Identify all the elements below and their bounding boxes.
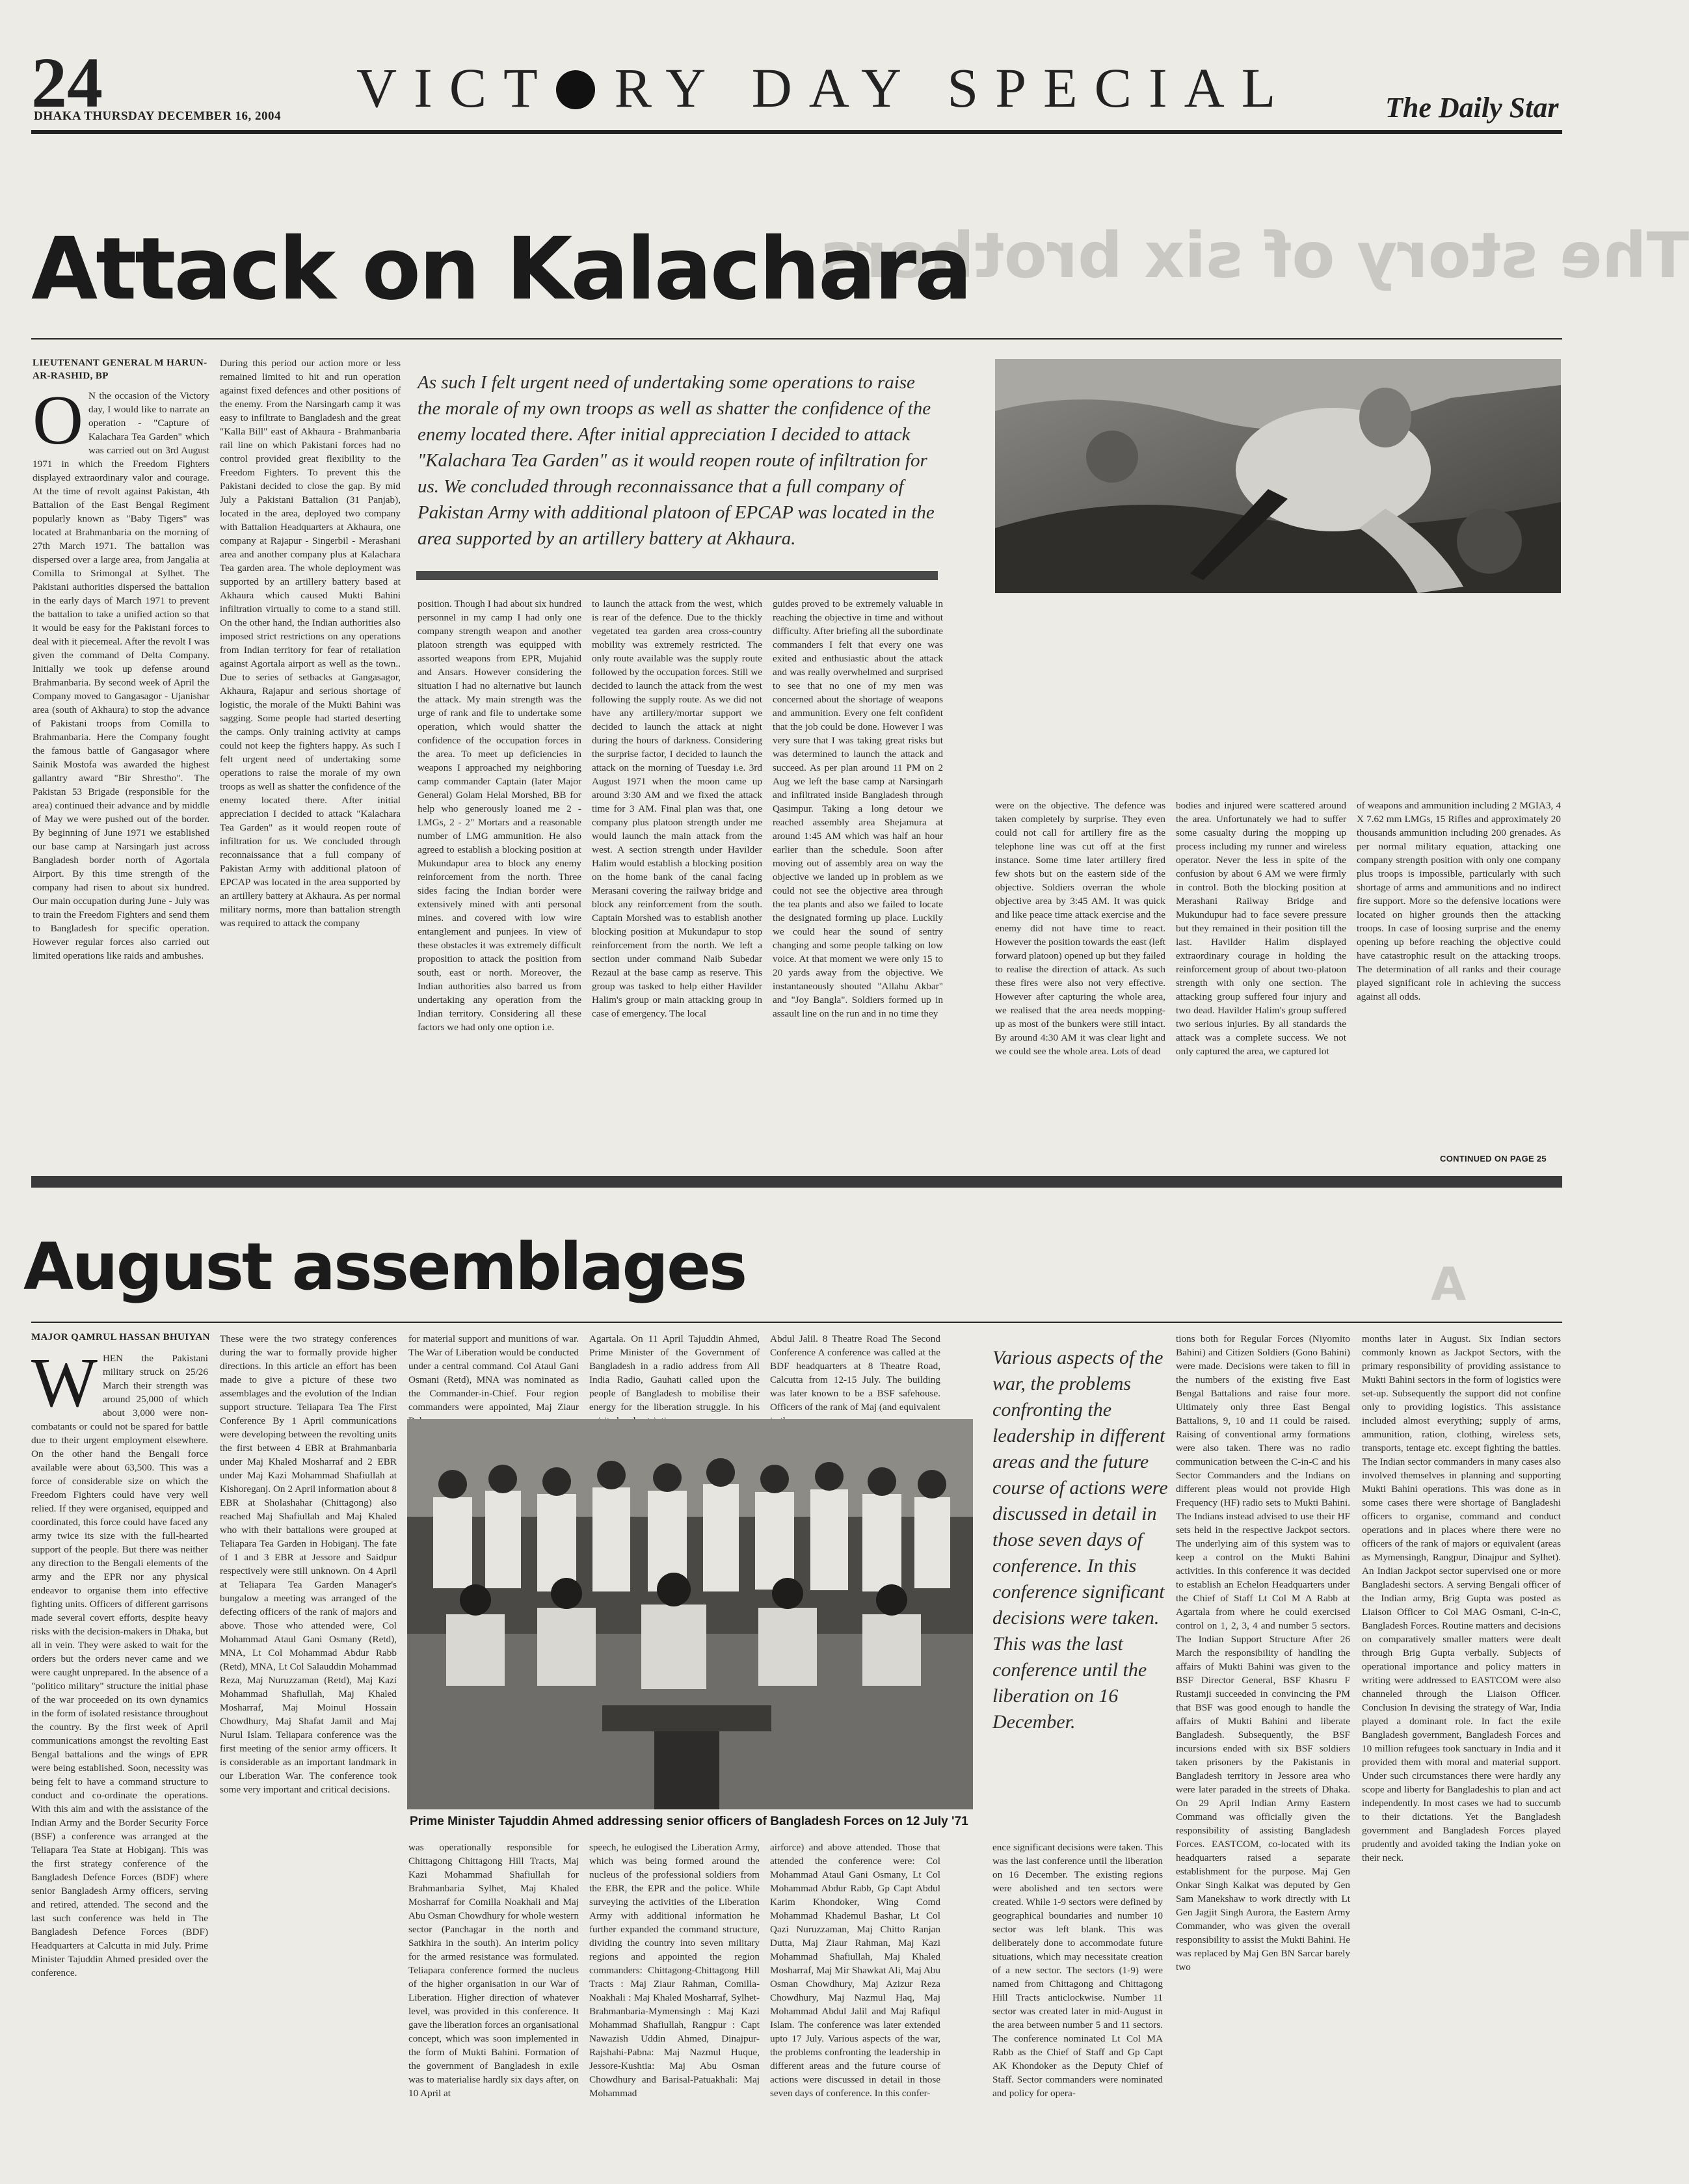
story2-column-3-bottom <box>408 1841 579 2172</box>
banner-dot-icon <box>556 70 595 109</box>
story2-column-text: Agartala. On 11 April Tajuddin Ahmed, Prime Minister of the Government of Bangladesh in a radio address from All India Radio, Gauhati called upon the people of Bangladesh to mobilise their energy for the liberation struggle. In his <box>589 1333 760 1413</box>
story1-column-text: to launch the attack from the west, which is rear of the defence. Due to the thickly vegetated tea garden area cross-country mobility was extremely restricted. The only route available was the supply route followed by the occupation forces. Still we decided to launch the attack from the west following the supply route. As we did not have any artillery/mortar support we decided to launch the attack at night during the hours of darkness. Considering the surprise factor, I decided to launch the attack on the morning of Tuesday i.e. 3rd August 1971 when the moon came up around 3:30 AM and we fixed the attack time for 3 AM. Final plan was that, one company plus platoon strength under me would launch the main attack from the west. A section strength under Havilder Halim would establish a blocking position on the home bank of the canal facing Merasani covering the railway bridge and block any reinforcement from the south. Captain Morshed was to establish another blocking position at Mukundapur to stop reinforcement from the north. We left a section under command Naib Subedar Rezaul at the base camp as reserve. This group was tasked to help either Havilder Halim's group or main attacking group in case of emergency. The local <box>592 598 762 1019</box>
story1-column-5 <box>773 597 943 1164</box>
story2-drop-cap: W <box>31 1344 98 1422</box>
soldier-trench-photo <box>995 359 1561 593</box>
page-number: 24 <box>31 43 103 122</box>
masthead-rule <box>31 130 1562 134</box>
story1-pull-quote: As such I felt urgent need of undertaking some operations to raise the morale of my own troops as well as shatter the confidence of the enemy located there. After initial appreciation I decided to attack "Kalachara Tea Garden" as it would reopen route of infiltration for us. We concluded through reconnaissance that a full company of Pakistan Army with additional platoon of EPCAP was located in the area supported by an artillery battery at Akhaura. <box>418 372 935 549</box>
story1-column-text: guides proved to be extremely valuable in reaching the objective in time and without difficulty. After briefing all the subordinate commanders I felt that every one was exited and enthusiastic about the attack and was really overwhelmed and surprised to see that no one of my men was concerned about the shortage of weapons and ammunition. Every one felt confident that the job could be done. However I was very sure that I was taking great risks but was determined to launch the attack and succeed. As per plan around 11 PM on 2 Aug we left the base camp at Narsingarh and infiltrated inside Bangladesh through Qasimpur. Taking a long detour we reached assembly area Shejamura at around 1:45 AM which was half an hour earlier than the schedule. Soon after moving out of assembly area on way the objective we landed up in problem as we could not see the objective area through the tea plants and also we failed to locate the designated forming up place. Luckily we could hear the sound of sentry changing and some people talking on low voice. At that moment we were only 15 to 20 yards away from the objective. We instantaneously shouted "Allahu Akbar" and "Joy Bangla". Soldiers formed up in assault line on the run and in no time they <box>773 598 943 1019</box>
story1-column-text: of weapons and ammunition including 2 MGIA3, 4 X 7.62 mm LMGs, 15 Rifles and approximately 20 thousands ammunition including 200 grenades. As per normal military equation, attacking one company strength position with only one company plus troops is impossible, particularly with such shortage of arms and ammunitions and no indirect fire support. More so the defensive locations were located on higher grounds then the attacking troops. In case of loosing surprise and the enemy opening up before reaching the objective could have catastrophic result on the attacking troops. The determination of all ranks and their courage played significant role in achieving the success against all odds. <box>1357 800 1561 1002</box>
dateline: DHAKA THURSDAY DECEMBER 16, 2004 <box>34 109 282 123</box>
story2-column-7 <box>1176 1332 1350 2172</box>
section-banner <box>356 57 1293 119</box>
story1-column-7 <box>1176 799 1346 1164</box>
story1-column-text: were on the objective. The defence was taken completely by surprise. They even could not call for artillery fire as the telephone line was cut off at the first instance. Some time later artillery fired few shots but on the eastern side of the objective. Soldiers overran the whole objective area by 3:45 AM. It was quick and like peace time attack exercise and the enemy did not have time to react. However the position towards the east (left forward platoon) opened up but they failed to realise the direction of attack. As such these fires were also not very effective. However after capturing the whole area, we realised that the area needs mopping-up as most of the bunkers were still intact. By around 4:30 AM it was clear light and we could see the whole area. Lots of dead <box>995 800 1165 1057</box>
story2-column-text: speech, he eulogised the Liberation Army, which was being formed around the nucleus of the professional soldiers from the EBR, the EPR and the police. While surveying the activities of the Liberation Army with additional information he further expanded the command structure, dividing the country into seven military regions and appointed the region commanders: Chittagong-Chittagong Hill Tracts : Maj Ziaur Rahman, Comilla-Noakhali : Maj Khaled Mosharraf, Sylhet-Brahmanbaria-Mymensingh : Maj Kazi Mohammad Shafiullah, Rangpur : Capt Nawazish Uddin Ahmed, Dinajpur-Rajshahi-Pabna: Maj Nazmul Huque, Jessore-Kushtia: Maj Abu Osman Chowdhury and Barisal-Patuakhali: Maj Mohammad <box>589 1842 760 2099</box>
newspaper-logo: The Daily Star <box>1385 92 1559 124</box>
story1-column-6 <box>995 799 1165 1164</box>
story1-column-8 <box>1357 799 1561 1151</box>
story1-column-4 <box>592 597 762 1164</box>
story1-column-3 <box>418 597 581 1164</box>
story2-column-text: HEN the Pakistani military struck on 25/26 March their strength was around 25,000 of which about 3,000 were non-combatants or could not be spared for battle due to their urgent employment elsewhere. On the other hand the Bengali force available were about 63,500. This was a force of considerable size on which the Freedom Fighters could have very well relied. If they were organised, equipped and coordinated, this force could have faced any army twice its size with the full-hearted support of the people. But there was neither any direction to the Bengali elements of the army and the EPR nor any physical endeavor to organise them into effective fighting units. Officers of different garrisons made several covert efforts, despite heavy risks with the decision-makers in Dhaka, but all in vein. They were asked to wait for the orders but the orders never came and we were caught unprepared. In the absence of a "politico military" structure the initial phase of the war proceeded on its own dynamics in the form of isolated resistance throughout the country. By the first week of April communications amongst the revolting East Bengal battalions and the wings of EPR were being established. Soon, necessity was being felt to have a command structure to conduct and co-ordinate the operations. With this aim and with the assistance of the Indian Army and the Border Security Force (BSF) a conference was arranged at the Teliapara Tea State at Hobiganj. This was the first strategy conference of the Bangladesh Defence Forces (BDF) where senior Bangladesh Army officers, serving and retired, attended. The second and the last such conference was held in The Bangladesh Defence Forces (BDF) Headquarters at Calcutta in mid July. Prime Minister Tajuddin Ahmed presided over the conference. <box>31 1353 208 1978</box>
story1-drop-cap: O <box>33 382 83 459</box>
photo-caption: Prime Minister Tajuddin Ahmed addressing senior officers of Bangladesh Forces on 12 July '71 <box>410 1815 968 1828</box>
story-divider-rule <box>31 1176 1562 1188</box>
story1-pull-quote-rule <box>416 571 938 580</box>
show-through-letter: A <box>1431 1258 1467 1311</box>
story1-column-text: During this period our action more or less remained limited to hit and run operation against fixed defences and other positions of the enemy. From the Narsingarh camp it was easy to infiltrate to Bangladesh and the great "Kalla Bill" east of Akhaura - Brahmanbaria rail line on which Pakistani forces had no control provided great flexibility to the Freedom Fighters. To prevent this the Pakistani decided to close the gap. By mid July a Pakistani Battalion (31 Panjab), located in the area, deployed two company with Battalion Headquarters at Akhaura, one company at Rajapur - Singerbil - Merashani area and another company plus at Kalachara Tea garden area. The whole deployment was supported by an artillery battery based at Akhaura which caused Mukti Bahini infiltration virtually to come to a stand still. On the other hand, the Indian authorities also imposed strict restrictions on any operations from Indian territory for fear of retaliation against Agortala airport as well as the town.. Due to series of setbacks at Gangasagor, Akhaura, Rajapur and serious shortage of logistic, the morale of the Mukti Bahini was sagging. Some people had started deserting the camps. Only training activity at camps could not keep the fighters happy. As such I felt urgent need of undertaking some operations to raise the morale of my own troops as well as shatter the confidence of the enemy located there. After initial appreciation I decided to attack "Kalachara Tea Garden" as it would reopen route of infiltration for us. We concluded through reconnaissance that a full company of Pakistan Army with additional platoon of EPCAP was located in the area supported by an artillery battery at Akhaura. As per normal military norms, more than battalion strength was required to attack the company <box>220 358 401 929</box>
story2-column-6 <box>992 1841 1163 2172</box>
show-through-headline: The story of six brothers <box>819 219 1689 292</box>
story2-column-5-top <box>770 1332 940 1414</box>
story1-column-1 <box>33 382 209 1164</box>
story2-column-text: airforce) and above attended. Those that attended the conference were: Col Mohammad Ataul Gani Osmany, Lt Col Mohammad Abdur Rabb, Gp Capt Abdul Karim Khondoker, Wing Comd Mohammad Khademul Bashar, Lt Col Qazi Nuruzzaman, Maj Chitto Ranjan Dutta, Maj Ziaur Rahman, Maj Kazi Mohammad Shafiullah, Maj Khaled Mosharraf, Maj Mir Shawkat Ali, Maj Abu Osman Chowdhury, Maj Azizur Reza Chowdhury, Maj Nazmul Haq, Maj Mohammad Abdul Jalil and Maj Rafiqul Islam. The conference was later extended upto 17 July. Various aspects of the war, the problems confronting the leadership in different areas and the future course of actions were discussed in detail in those seven days of conference. In this confer- <box>770 1842 940 2099</box>
story2-byline: MAJOR QAMRUL HASSAN BHUIYAN <box>31 1332 210 1342</box>
story2-column-5-bottom <box>770 1841 940 2172</box>
story2-column-text: ence significant decisions were taken. This was the last conference until the liberation on 16 December. The existing regions were abolished and ten sectors were created. While 1-9 sectors were defined by geographical boundaries and number 10 sector was left blank. This was deliberately done to accommodate future situations, which may necessitate creation of a new sector. The sectors (1-9) were named from Chittagong and Chittagong Hill Tracts anticlockwise. Number 11 sector was created later in mid-August in the area between number 5 and 11 sectors. The conference nominated Lt Col MA Rabb as the Chief of Staff and Gp Capt AK Khondoker as the Deputy Chief of Staff. Sector commanders were nominated and policy for opera- <box>992 1842 1163 2099</box>
story2-column-text: was operationally responsible for Chittagong Chittagong Hill Tracts, Maj Kazi Mohammad Shafiullah for Brahmanbaria Sylhet, Maj Khaled Mosharraf for Comilla Noakhali and Maj Abu Osman Chowdhury for whole western sector (Panchagar in the north and Satkhira in the south). An interim policy for the armed resistance was formulated. Teliapara conference formed the nucleus of the higher organisation in our War of Liberation. Higher direction of whatever level, was provided in this conference. It gave the liberation forces an organisational concept, which was soon implemented in the form of Mukti Bahini. Formation of the government of Bangladesh in exile was to materialise hardly six days after, on 10 April at <box>408 1842 579 2099</box>
officers-meeting-photo <box>407 1419 973 1809</box>
story2-column-2 <box>220 1332 397 2172</box>
story2-column-4-bottom <box>589 1841 760 2172</box>
story2-column-text: months later in August. Six Indian sectors commonly known as Jackpot Sectors, with the primary responsibility of providing assistance to Mukti Bahini sectors in the form of logistics were set-up. Subsequently the support did not confine only to providing logistics. This assistance included almost everything; supply of arms, ammunition, ration, clothing, wireless sets, transports, tentage etc. except fighting the battles. The Indian sector commanders in many cases also involved themselves in planning and supporting Mukti Bahini operations. This was done as in some cases there were shortage of Bangladeshi officers to organise, command and conduct operations and in places where there were no officers of the rank of majors or equivalent (areas as Mymensingh, Rangpur, Dinajpur and Sylhet). An Indian Jackpot sector supervised one or more Bangladeshi sectors. A serving Bengali officer of the Indian army, Brig Gupta was posted as Liaison Officer to Col MAG Osmani, C-in-C, Bangladesh Forces. Routine matters and decisions on comparatively smaller matters were dealt through Brig Gupta verbally. Subjects of operational importance and policy matters in writing were addressed to EASTCOM were also channeled through the Liaison Officer. Conclusion In devising the strategy of War, India played a dominant role. In fact the exile Bangladesh government, Bangladesh Forces and 10 million refugees took sanctuary in India and it provided them with moral and material support. Under such circumstances there were hardly any scope and liberty for Bangladeshis to plan and act independently. In most cases we had to succumb to their dictations. Yet the Bangladesh government and Bangladesh Forces played prudently and avoided taking the Indian yoke on their neck. <box>1362 1333 1561 1863</box>
story1-column-text: N the occasion of the Victory day, I would like to narrate an operation - "Capture of Kalachara Tea Garden" which was carried out on 3rd August 1971 in which the Freedom Fighters displayed extraordinary valor and courage. At the time of revolt against Pakistan, 4th Battalion of the East Bengal Regiment popularly known as "Baby Tigers" was located at Brahmanbaria on the morning of 27th March 1971. The battalion was dispersed over a large area, from Jangalia at Comilla to Srimongal at Sylhet. The Pakistani authorities dispersed the battalion in the early days of March 1971 to prevent the battalion to take a unified action so that it would be easy for the Pakistani forces to deal with it piecemeal. After the revolt I was given the command of Delta Company. Initially we took up defense around Brahmanbaria. By second week of April the Company moved to Gangasagor - Ujanishar area (south of Akhaura) to stop the advance of Pakistani troops from Comilla to Brahmanbaria. Here the Company fought the famous battle of Gangasagor where Sainik Mostofa was awarded the highest gallantry award "Bir Shrestho". The Pakistan 53 Brigade (responsible for the area) continued their advance and by middle of May we were pushed out of the border. By beginning of June 1971 we established our base camp at Narsingarh just across Bangladesh border north of Agortala Airport. By this time strength of the company had risen to about six hundred. Our main occupation during June - July was to train the Freedom Fighters and send them to Bangladesh for specific operation. However regular forces also carried out limited operations like raids and ambushes. <box>33 390 209 961</box>
story1-byline: LIEUTENANT GENERAL M HARUN-AR-RASHID, BP <box>33 358 207 381</box>
continued-note: CONTINUED ON PAGE 25 <box>1440 1154 1547 1164</box>
story2-pull-quote: Various aspects of the war, the problems confronting the leadership in different areas and the future course of actions were discussed in detail in those seven days of conference. In this conference significant decisions were taken. This was the last conference until the liberation on 16 December. <box>992 1347 1168 1733</box>
story2-column-4-top <box>589 1332 760 1414</box>
banner-left: VICT <box>356 57 555 119</box>
story2-column-text: for material support and munitions of war. The War of Liberation would be conducted under a central command. Col Ataul Gani Osmani (Retd), MNA was nominated as the Commander-in-Chief. Four region commanders were appointed, Maj Ziaur <box>408 1333 579 1413</box>
story2-column-1 <box>31 1344 208 2172</box>
story1-headline-rule <box>31 338 1562 340</box>
story2-column-text: Abdul Jalil. 8 Theatre Road The Second Conference A conference was called at the BDF headquarters at 8 Theatre Road, Calcutta from 12-15 July. The building was later known to be a BSF safehouse. Officers of the rank of Maj (and equivalent <box>770 1333 940 1413</box>
story2-column-text: tions both for Regular Forces (Niyomito Bahini) and Citizen Soldiers (Gono Bahini) were made. Decisions were taken to fill in the numbers of the existing five East Bengal Battalions and raise four more. Ultimately only three East Bengal Battalions, 9, 10 and 11 could be raised. Raising of conventional army formations were also taken. There was no radio communication between the C-in-C and his Sector Commanders and the Indians on different pleas would not provide High Frequency (HF) radio sets to Mukti Bahini. The Indians instead advised to use their HF sets held in the respective Jackpot sectors. The underlying aim of this system was to keep a control on the Mukti Bahini activities. In this conference it was decided to establish an Echelon Headquarters under the Chief of Staff Lt Col M A Rabb at Agartala from where he could exercised control on 1, 2, 3, 4 and number 5 sectors. The Indian Support Structure After 26 March the responsibility of handling the affairs of Mukti Bahini was given to the BSF Director General, BSF Khasru F Rustamji succeeded in convincing the PM that BSF was good enough to handle the affairs of Mukti Bahini and liberate Bangladesh. Subsequently, the BSF incursions ended with six BSF soldiers taken prisoners by the Pakistanis in Bangladesh territory in Jessore area who were later paraded in the streets of Dhaka. On 29 April Indian Army Eastern Command was officially given the responsibility of assisting Bangladesh Forces. EASTCOM, co-located with its headquarters raised a separate establishment for the purpose. Maj Gen Onkar Singh Kalkat was deputed by Gen Sam Manekshaw to work directly with Lt Gen Jagjit Singh Aurora, the Eastern Army Commander, who was given the overall responsibility to assist the Mukti Bahini. He was replaced by Maj Gen BN Sarcar barely two <box>1176 1333 1350 1973</box>
story2-headline-rule <box>31 1322 1562 1323</box>
story2-column-3-top <box>408 1332 579 1414</box>
story1-column-2 <box>220 356 401 1164</box>
banner-right: RY DAY SPECIAL <box>614 57 1293 119</box>
story1-column-text: bodies and injured were scattered around the area. Unfortunately we had to suffer some casualty during the mopping up process including my runner and wireless operator. Never the less in spite of the confusion by about 6 AM we were firmly in control. Both the blocking position at Merashani Railway Bridge and Mukundupur had to face severe pressure but they remained in their position till the last. Havilder Halim displayed extraordinary courage in holding the reinforcement group of about two-platoon strength with only one section. The attacking group suffered four injury and two dead. Havilder Halim's group suffered two serious injuries. By all standards the attack was a complete success. We not only captured the area, we captured lot <box>1176 800 1346 1057</box>
photo-graphic <box>995 359 1561 593</box>
story2-column-8 <box>1362 1332 1561 2172</box>
story1-headline: Attack on Kalachara <box>31 219 971 319</box>
story2-headline: August assemblages <box>23 1229 746 1305</box>
story2-column-text: These were the two strategy conferences during the war to formally provide higher directions. In this article an effort has been made to give a picture of these two assemblages and the evolution of the Indian support structure. Teliapara Tea The First Conference By 1 April communications were developing between the revolting units the first between 4 EBR at Brahmanbaria under Maj Khaled Mosharraf and 2 EBR under Maj Kazi Mohammad Shafiullah at Kishoreganj. On 2 April information about 8 EBR at Sholashahar (Chittagong) also reached Maj Shafiullah and Maj Khaled who with their battalions were grouped at Teliapara Tea Garden in Hobiganj. The fate of 1 and 3 EBR at Jessore and Saidpur respectively were still unknown. On 4 April at Teliapara Tea Garden Manager's bungalow a meeting was arranged of the defecting officers of the rank of majors and above. Those who attended were, Col Mohammad Ataul Gani Osmany (Retd), MNA, Lt Col Mohammad Abdur Rabb (Retd), MNA, Lt Col Salauddin Mohammad Reza, Maj Nuruzzaman (Retd), Maj Kazi Mohammad Shafiullah, Maj Khaled Mosharraf, Maj Moinul Hossain Chowdhury, Maj Shafat Jamil and Maj Nurul Islam. Teliapara conference was the first meeting of the senior army officers. It is considerable as an important landmark in our Liberation War. The conference took some very important and critical decisions. <box>220 1333 397 1795</box>
story1-column-text: position. Though I had about six hundred personnel in my camp I had only one company strength weapon and another platoon strength was equipped with assorted weapons from EPR, Mujahid and Ansars. However considering the situation I had no alternative but launch the attack. My main strength was the urge of rank and file to undertake some operation, which would shatter the confidence of the occupation forces in the area. To meet up deficiencies in weapons I approached my neighboring camp commander Captain (later Major General) Golam Helal Morshed, BB for help who generously loaned me 2 - LMGs, 2 - 2" Mortars and a reasonable number of LMG ammunition. He also agreed to establish a blocking position at Mukundapur area to block any enemy reinforcement from the north. Three sides facing the Indian border were extensively mined with anti personal mines. and covered with low wire entanglement and punjees. In view of these obstacles it was extremely difficult proposition to attack the position from south, east or north. Moreover, the Indian authorities also barred us from undertaking any operation from the Indian territory. Considering all these factors we had only one option i.e. <box>418 598 581 1033</box>
photo-graphic <box>407 1419 973 1809</box>
